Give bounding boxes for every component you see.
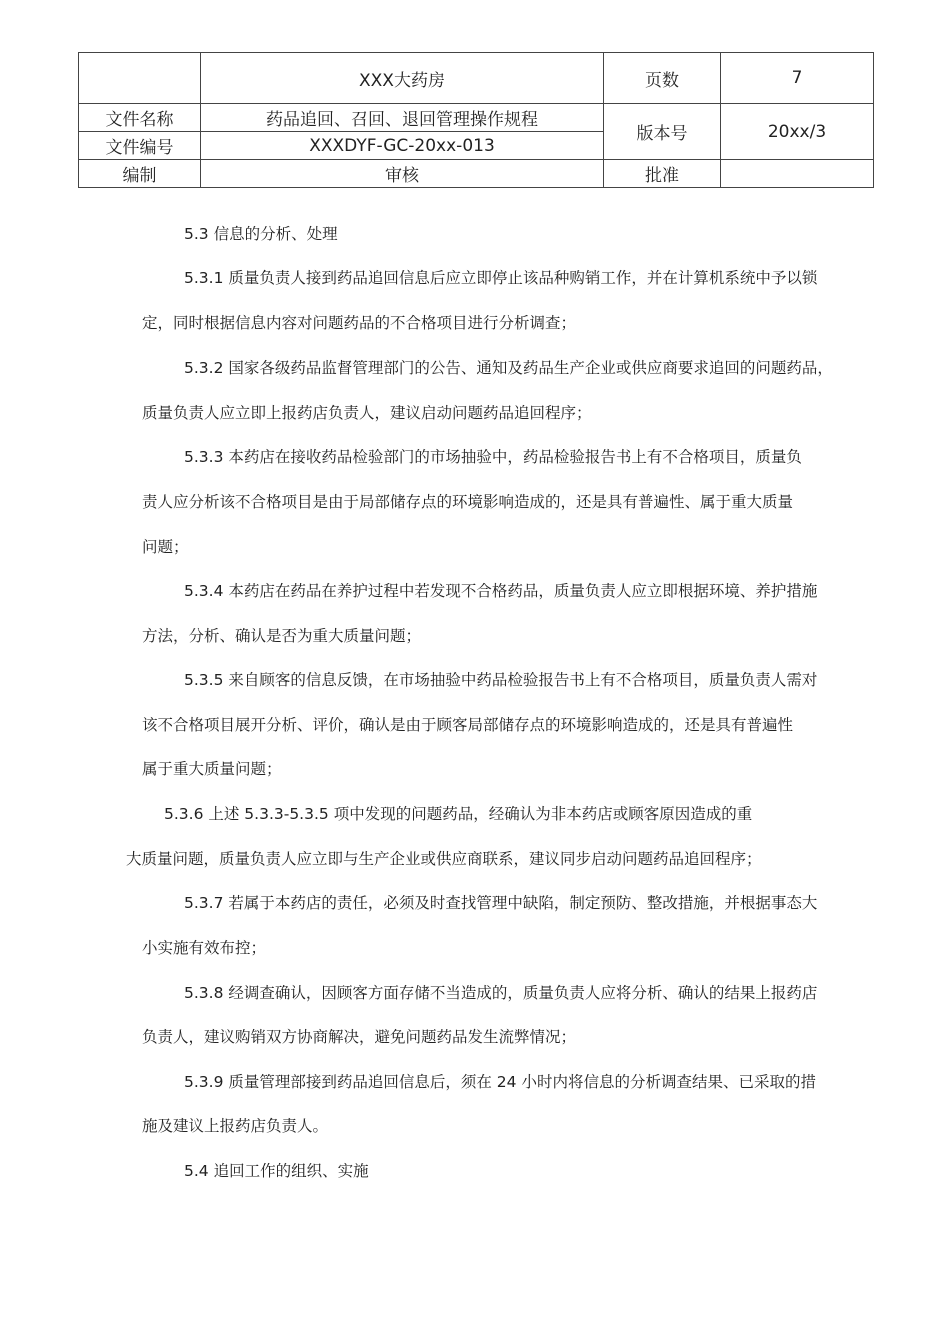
paragraph-line: 5.3.4 本药店在药品在养护过程中若发现不合格药品，质量负责人应立即根据环境、养护措施 xyxy=(184,582,818,600)
compile-label: 编制 xyxy=(79,160,201,188)
version-label: 版本号 xyxy=(604,104,721,160)
paragraph-line: 5.3.9 质量管理部接到药品追回信息后，须在 24 小时内将信息的分析调查结果、已采取的措 xyxy=(184,1073,816,1091)
paragraph-line: 小实施有效布控； xyxy=(142,939,267,957)
paragraph-line: 5.3.6 上述 5.3.3-5.3.5 项中发现的问题药品，经确认为非本药店或顾客原因造成的重 xyxy=(164,805,753,823)
paragraph-line: 5.3.8 经调查确认，因顾客方面存储不当造成的，质量负责人应将分析、确认的结果上报药店 xyxy=(184,984,818,1002)
approve-label: 批准 xyxy=(604,160,721,188)
paragraph-line: 负责人，建议购销双方协商解决，避免问题药品发生流弊情况； xyxy=(142,1028,577,1046)
doc-name-label: 文件名称 xyxy=(79,104,201,132)
section-heading-5-4: 5.4 追回工作的组织、实施 xyxy=(184,1162,369,1180)
paragraph-line: 5.3.7 若属于本药店的责任，必须及时查找管理中缺陷，制定预防、整改措施，并根据事态大 xyxy=(184,894,818,912)
review-label: 审核 xyxy=(201,160,604,188)
paragraph-line: 5.3.2 国家各级药品监督管理部门的公告、通知及药品生产企业或供应商要求追回的问题药品， xyxy=(184,359,833,377)
paragraph-line: 该不合格项目展开分析、评价，确认是由于顾客局部储存点的环境影响造成的，还是具有普遍性 xyxy=(142,716,794,734)
paragraph-line: 责人应分析该不合格项目是由于局部储存点的环境影响造成的，还是具有普遍性、属于重大质量 xyxy=(142,493,794,511)
paragraph-line: 5.3.1 质量负责人接到药品追回信息后应立即停止该品种购销工作，并在计算机系统中予以锁 xyxy=(184,269,818,287)
paragraph-line: 属于重大质量问题； xyxy=(142,760,282,778)
approve-value xyxy=(721,160,874,188)
doc-no: XXXDYF-GC-20xx-013 xyxy=(201,132,604,160)
paragraph-line: 大质量问题，质量负责人应立即与生产企业或供应商联系，建议同步启动问题药品追回程序； xyxy=(126,850,762,868)
page-label: 页数 xyxy=(604,53,721,104)
document-header-table xyxy=(78,52,874,188)
logo-cell xyxy=(79,53,201,104)
paragraph-line: 方法，分析、确认是否为重大质量问题； xyxy=(142,627,422,645)
paragraph-line: 质量负责人应立即上报药店负责人，建议启动问题药品追回程序； xyxy=(142,404,592,422)
page-value: 7 xyxy=(721,53,874,104)
paragraph-line: 5.3.5 来自顾客的信息反馈，在市场抽验中药品检验报告书上有不合格项目，质量负责人需对 xyxy=(184,671,818,689)
paragraph-line: 定，同时根据信息内容对问题药品的不合格项目进行分析调查； xyxy=(142,314,577,332)
company-name: XXX大药房 xyxy=(201,53,604,104)
paragraph-line: 施及建议上报药店负责人。 xyxy=(142,1117,329,1135)
doc-no-label: 文件编号 xyxy=(79,132,201,160)
version-value: 20xx/3 xyxy=(721,104,874,160)
section-heading-5-3: 5.3 信息的分析、处理 xyxy=(184,225,338,243)
paragraph-line: 5.3.3 本药店在接收药品检验部门的市场抽验中，药品检验报告书上有不合格项目，质量负 xyxy=(184,448,802,466)
doc-name: 药品追回、召回、退回管理操作规程 xyxy=(201,104,604,132)
paragraph-line: 问题； xyxy=(142,538,189,556)
